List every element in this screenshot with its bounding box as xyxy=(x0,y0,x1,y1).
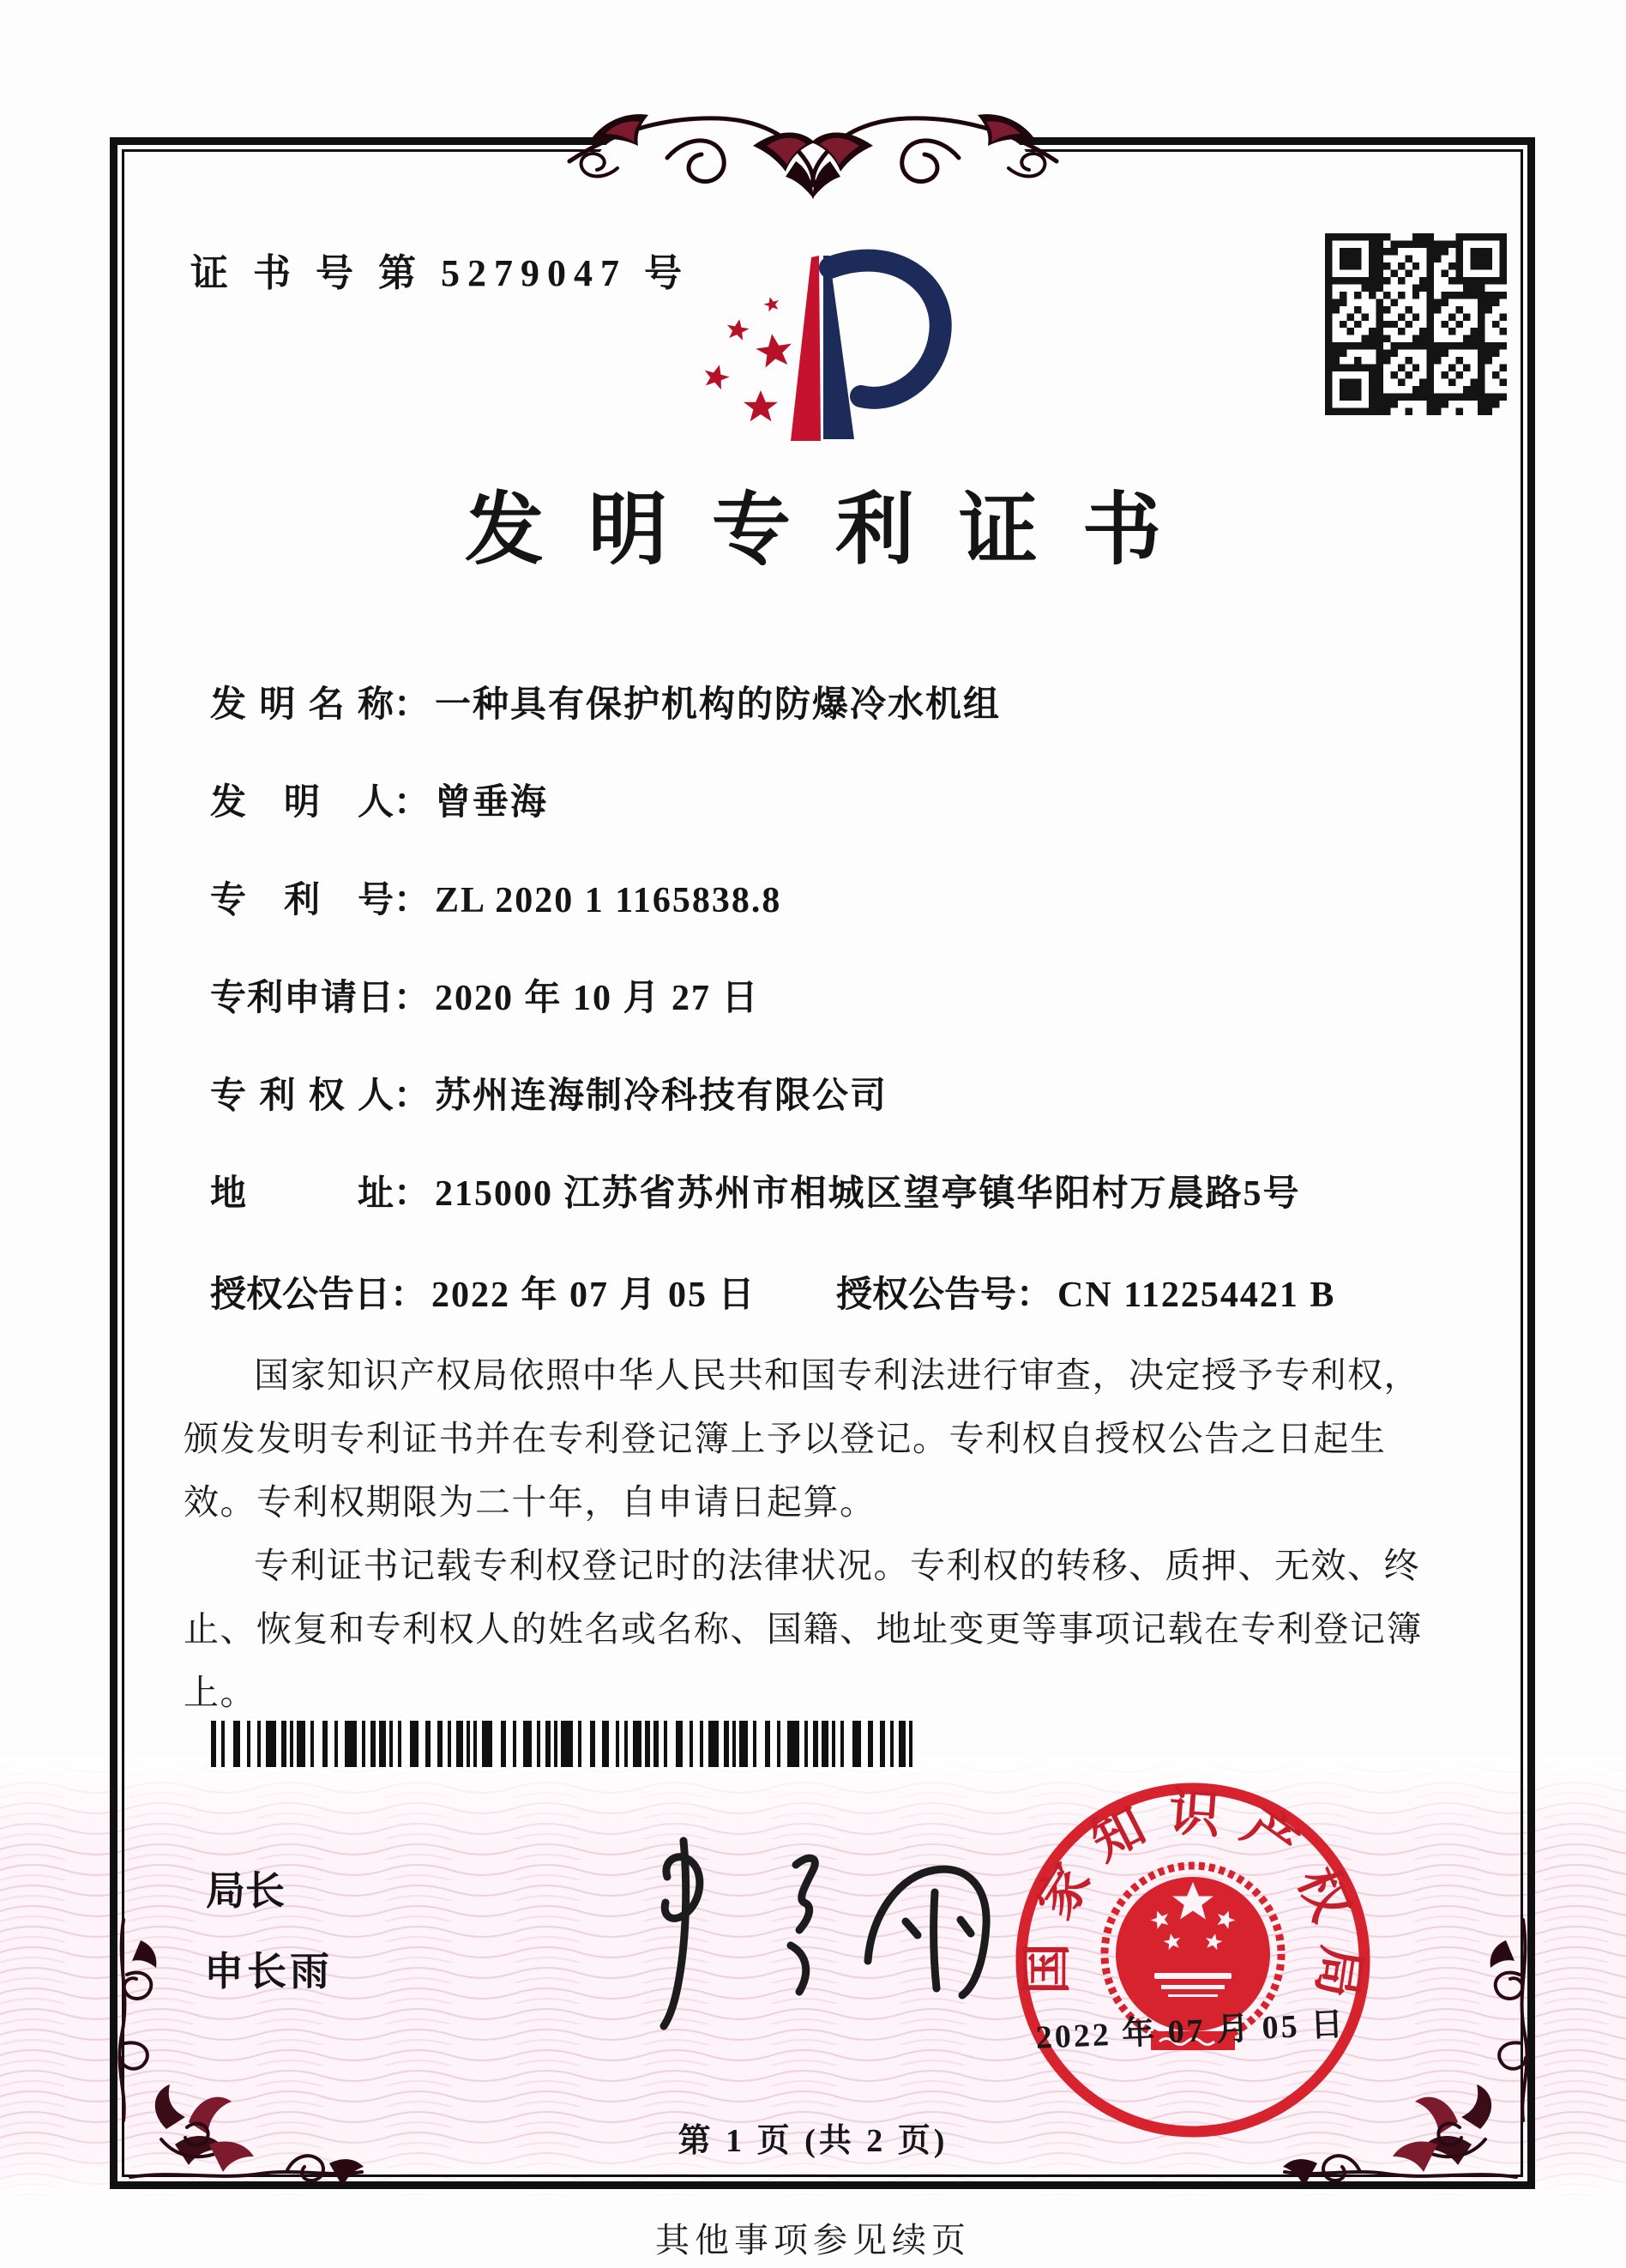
signatory-title: 局长 xyxy=(206,1869,285,1913)
footer-note: 其他事项参见续页 xyxy=(655,2221,971,2259)
field-label: 专利申请日 xyxy=(210,979,394,1018)
seal-date: 2022 年 07 月 05 日 xyxy=(1034,2006,1346,2056)
commissioner-signature xyxy=(566,1810,1029,2042)
logo-p-bowl xyxy=(830,261,941,398)
grant-number-group xyxy=(836,1266,1335,1318)
field-colon: ： xyxy=(394,1174,431,1214)
field-label: 地址 xyxy=(210,1174,394,1214)
grant-row xyxy=(210,1266,1454,1318)
field-colon: ： xyxy=(390,1276,427,1315)
legal-paragraph-2: 专利证书记载专利权登记时的法律状况。专利权的转移、质押、无效、终止、恢复和专利权人的姓名或名称、国籍、地址变更等事项记载在专利登记簿上。 xyxy=(184,1546,1423,1712)
field-label: 发明人 xyxy=(210,783,394,823)
field-colon: ： xyxy=(394,685,431,725)
field-value: 215000 江苏省苏州市相城区望亭镇华阳村万晨路5号 xyxy=(435,1174,1301,1214)
field-value: 一种具有保护机构的防爆冷水机组 xyxy=(435,685,1002,725)
official-seal xyxy=(983,1752,1403,2172)
page-number: 第 1 页 (共 2 页) xyxy=(678,2123,948,2159)
grant-date-label: 授权公告日 xyxy=(210,1276,391,1315)
field-value: 苏州连海制冷科技有限公司 xyxy=(435,1077,888,1116)
field-row-filing-date xyxy=(210,969,1454,1021)
logo-red-blade xyxy=(791,256,821,441)
field-row-invention-name xyxy=(210,676,1454,727)
field-label: 专利权人 xyxy=(210,1077,394,1116)
field-label: 专利号 xyxy=(210,881,394,920)
barcode xyxy=(211,1721,918,1767)
field-row-patent-number xyxy=(210,872,1454,923)
field-value: ZL 2020 1 1165838.8 xyxy=(435,881,782,920)
grant-date-value: 2022 年 07 月 05 日 xyxy=(431,1276,756,1315)
field-colon: ： xyxy=(394,783,431,823)
legal-paragraph-1: 国家知识产权局依照中华人民共和国专利法进行审查，决定授予专利权，颁发发明专利证书并在专利登记簿上予以登记。专利权自授权公告之日起生效。专利权期限为二十年，自申请日起算。 xyxy=(184,1355,1420,1522)
certificate-number: 证 书 号 第 5279047 号 xyxy=(190,252,690,294)
field-row-inventor xyxy=(210,774,1454,825)
grant-number-label: 授权公告号 xyxy=(836,1276,1017,1315)
cnipa-logo xyxy=(695,230,969,455)
signatory-name: 申长雨 xyxy=(204,1950,333,1994)
field-colon: ： xyxy=(1016,1276,1053,1315)
field-label: 发明名称 xyxy=(210,685,394,725)
field-row-address xyxy=(210,1165,1454,1216)
legal-text-block xyxy=(184,1343,1456,1724)
qr-code xyxy=(1325,233,1507,415)
seal-ring-text: 国家知识产权局 xyxy=(1018,1783,1370,2020)
field-value: 曾垂海 xyxy=(435,783,549,823)
grant-number-value: CN 112254421 B xyxy=(1057,1276,1336,1315)
certificate-title: 发明专利证书 xyxy=(464,486,1206,574)
field-colon: ： xyxy=(394,979,431,1018)
field-row-patentee xyxy=(210,1067,1454,1119)
field-value: 2020 年 10 月 27 日 xyxy=(435,979,760,1018)
logo-navy-blade xyxy=(823,256,854,439)
field-colon: ： xyxy=(394,1077,431,1116)
qr-code-svg xyxy=(1325,233,1507,415)
field-colon: ： xyxy=(394,881,431,920)
